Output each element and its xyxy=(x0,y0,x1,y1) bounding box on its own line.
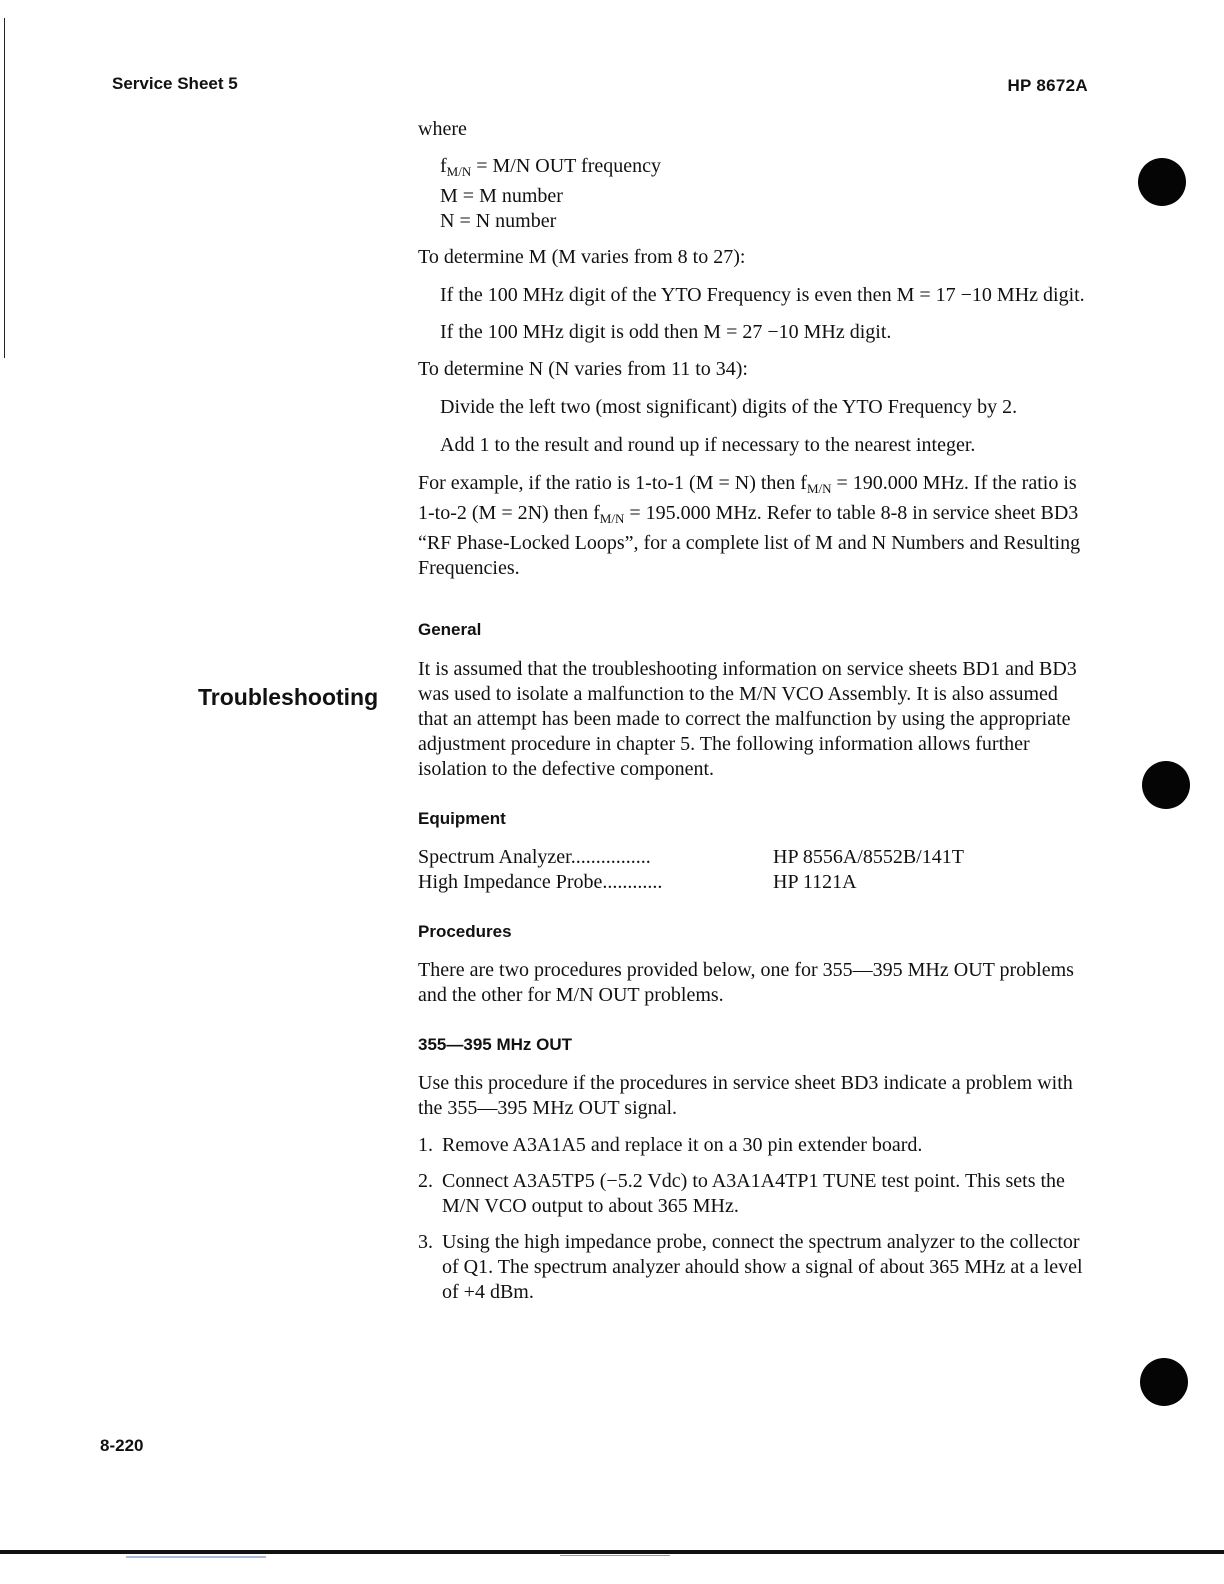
binder-hole-middle xyxy=(1142,761,1190,809)
determine-m: To determine M (M varies from 8 to 27): xyxy=(418,246,746,268)
determine-n: To determine N (N varies from 11 to 34): xyxy=(418,358,748,380)
equipment-name: Spectrum Analyzer................ xyxy=(418,846,651,868)
step-number: 3. xyxy=(418,1231,433,1253)
m-rule-even: If the 100 MHz digit of the YTO Frequency is even then M = 17 −10 MHz digit. xyxy=(440,284,1085,306)
definition-symbol: f xyxy=(440,155,447,177)
step-number: 1. xyxy=(418,1134,433,1156)
definition-symbol: M xyxy=(440,185,458,207)
definition-text: = M number xyxy=(457,185,563,207)
equipment-row xyxy=(418,845,1088,870)
bottom-rule-faint xyxy=(560,1555,670,1556)
equipment-name: High Impedance Probe............ xyxy=(418,871,663,893)
binder-hole-top xyxy=(1138,158,1186,206)
example-subscript: M/N xyxy=(806,481,832,496)
equipment-list xyxy=(418,845,1088,895)
example-text: = 195.000 MHz. Refer to table 8-8 in service sheet BD3 “RF Phase-Locked Loops”, for a complete list of M and N Numbers and Resulting Frequencies. xyxy=(418,502,1081,579)
equipment-row xyxy=(418,870,1088,895)
definition-m xyxy=(440,184,1088,209)
procedures-body: There are two procedures provided below, one for 355—395 MHz OUT problems and the other for M/N OUT problems. xyxy=(418,959,1074,1006)
header-model: HP 8672A xyxy=(1007,76,1088,95)
left-margin-rule xyxy=(4,18,5,358)
equipment-heading: Equipment xyxy=(418,809,506,828)
equipment-model: HP 8556A/8552B/141T xyxy=(773,846,964,868)
bottom-rule-accent xyxy=(126,1556,266,1558)
definition-subscript: M/N xyxy=(446,164,472,179)
n-rule-add: Add 1 to the result and round up if necessary to the nearest integer. xyxy=(440,434,976,456)
troubleshooting-heading: Troubleshooting xyxy=(198,684,379,710)
equipment-model: HP 1121A xyxy=(773,871,857,893)
general-heading: General xyxy=(418,620,482,639)
definition-symbol: N xyxy=(440,210,455,232)
step-text: Connect A3A5TP5 (−5.2 Vdc) to A3A1A4TP1 TUNE test point. This sets the M/N VCO output to about 365 MHz. xyxy=(442,1170,1065,1217)
main-content xyxy=(418,117,1088,1305)
procedure-step xyxy=(418,1230,1088,1305)
definition-text: = N number xyxy=(454,210,557,232)
definition-text: = M/N OUT frequency xyxy=(471,155,661,177)
where-label: where xyxy=(418,118,467,140)
example-subscript: M/N xyxy=(599,511,625,526)
example-text: For example, if the ratio is 1-to-1 (M = N) then f xyxy=(418,472,807,494)
step-number: 2. xyxy=(418,1170,433,1192)
procedure-step xyxy=(418,1169,1088,1219)
procedure-steps xyxy=(418,1133,1088,1305)
step-text: Remove A3A1A5 and replace it on a 30 pin extender board. xyxy=(442,1134,923,1156)
bottom-rule xyxy=(0,1550,1224,1554)
page-number: 8-220 xyxy=(100,1436,144,1455)
step-text: Using the high impedance probe, connect the spectrum analyzer to the collector of Q1. The spectrum analyzer ahould show a signal of about 365 MHz at a level of +4 dBm. xyxy=(442,1231,1083,1303)
procedure-step xyxy=(418,1133,1088,1158)
binder-hole-bottom xyxy=(1140,1358,1188,1406)
procedures-heading: Procedures xyxy=(418,922,512,941)
mhz-out-body: Use this procedure if the procedures in service sheet BD3 indicate a problem with the 355—395 MHz OUT signal. xyxy=(418,1072,1073,1119)
definition-fmn xyxy=(440,154,1088,184)
definition-n xyxy=(440,209,1088,234)
example-paragraph xyxy=(418,471,1088,581)
definitions-list xyxy=(418,154,1088,234)
m-rule-odd: If the 100 MHz digit is odd then M = 27 −10 MHz digit. xyxy=(440,321,892,343)
mhz-out-heading: 355—395 MHz OUT xyxy=(418,1035,572,1054)
example-text: = 190.000 MHz. If the ratio is 1-to-2 (M = 2N) then f xyxy=(418,472,1077,524)
n-rule-divide: Divide the left two (most significant) digits of the YTO Frequency by 2. xyxy=(440,396,1018,418)
general-body: It is assumed that the troubleshooting information on service sheets BD1 and BD3 was used to isolate a malfunction to the M/N VCO Assembly. It is also assumed that an attempt has been made to correct the malfunction by using the appropriate adjustment procedure in chapter 5. The following information allows further isolation to the defective component. xyxy=(418,658,1077,780)
header-service-sheet: Service Sheet 5 xyxy=(112,74,238,93)
